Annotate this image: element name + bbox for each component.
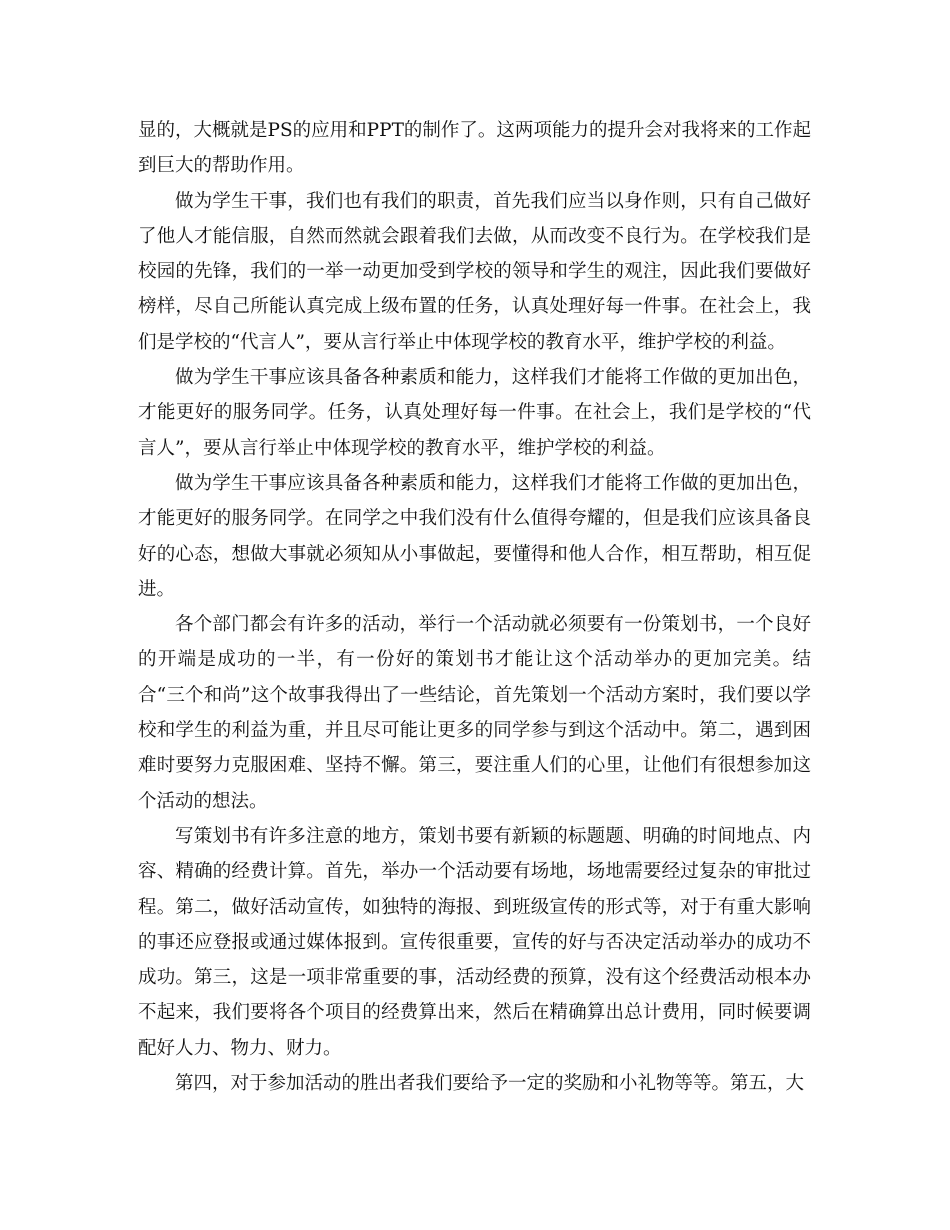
- paragraph-7: 第四，对于参加活动的胜出者我们要给予一定的奖励和小礼物等等。第五，大: [175, 1073, 805, 1095]
- paragraph-4: 做为学生干事应该具备各种素质和能力，这样我们才能将工作做的更加出色，才能更好的服务同学。在同学之中我们没有什么值得夸耀的，但是我们应该具备良好的心态，想做大事就必须知从小事做起，要懂得和他人合作，相互帮助，相互促进。: [138, 472, 811, 600]
- paragraph-3: 做为学生干事应该具备各种素质和能力，这样我们才能将工作做的更加出色，才能更好的服务同学。任务，认真处理好每一件事。在社会上，我们是学校的“代言人”，要从言行举止中体现学校的教育水平，维护学校的利益。: [138, 367, 811, 459]
- paragraph-6: 写策划书有许多注意的地方，策划书要有新颖的标题题、明确的时间地点、内容、精确的经费计算。首先，举办一个活动要有场地，场地需要经过复杂的审批过程。第二，做好活动宣传，如独特的海报、到班级宣传的形式等，对于有重大影响的事还应登报或通过媒体报到。宣传很重要，宣传的好与否决定活动举办的成功不成功。第三，这是一项非常重要的事，活动经费的预算，没有这个经费活动根本办不起来，我们要将各个项目的经费算出来，然后在精确算出总计费用，同时候要调配好人力、物力、财力。: [138, 825, 811, 1059]
- paragraph-1: 显的，大概就是PS的应用和PPT的制作了。这两项能力的提升会对我将来的工作起到巨大的帮助作用。: [138, 120, 811, 177]
- paragraph-2: 做为学生干事，我们也有我们的职责，首先我们应当以身作则，只有自己做好了他人才能信服，自然而然就会跟着我们去做，从而改变不良行为。在学校我们是校园的先锋，我们的一举一动更加受到学校的领导和学生的观注，因此我们要做好榜样，尽自己所能认真完成上级布置的任务，认真处理好每一件事。在社会上，我们是学校的“代言人”，要从言行举止中体现学校的教育水平，维护学校的利益。: [138, 190, 811, 353]
- paragraph-5: 各个部门都会有许多的活动，举行一个活动就必须要有一份策划书，一个良好的开端是成功的一半，有一份好的策划书才能让这个活动举办的更加完美。结合“三个和尚”这个故事我得出了一些结论，首先策划一个活动方案时，我们要以学校和学生的利益为重，并且尽可能让更多的同学参与到这个活动中。第二，遇到困难时要努力克服困难、坚持不懈。第三，要注重人们的心里，让他们有很想参加这个活动的想法。: [138, 614, 811, 812]
- document-body: [138, 113, 811, 1101]
